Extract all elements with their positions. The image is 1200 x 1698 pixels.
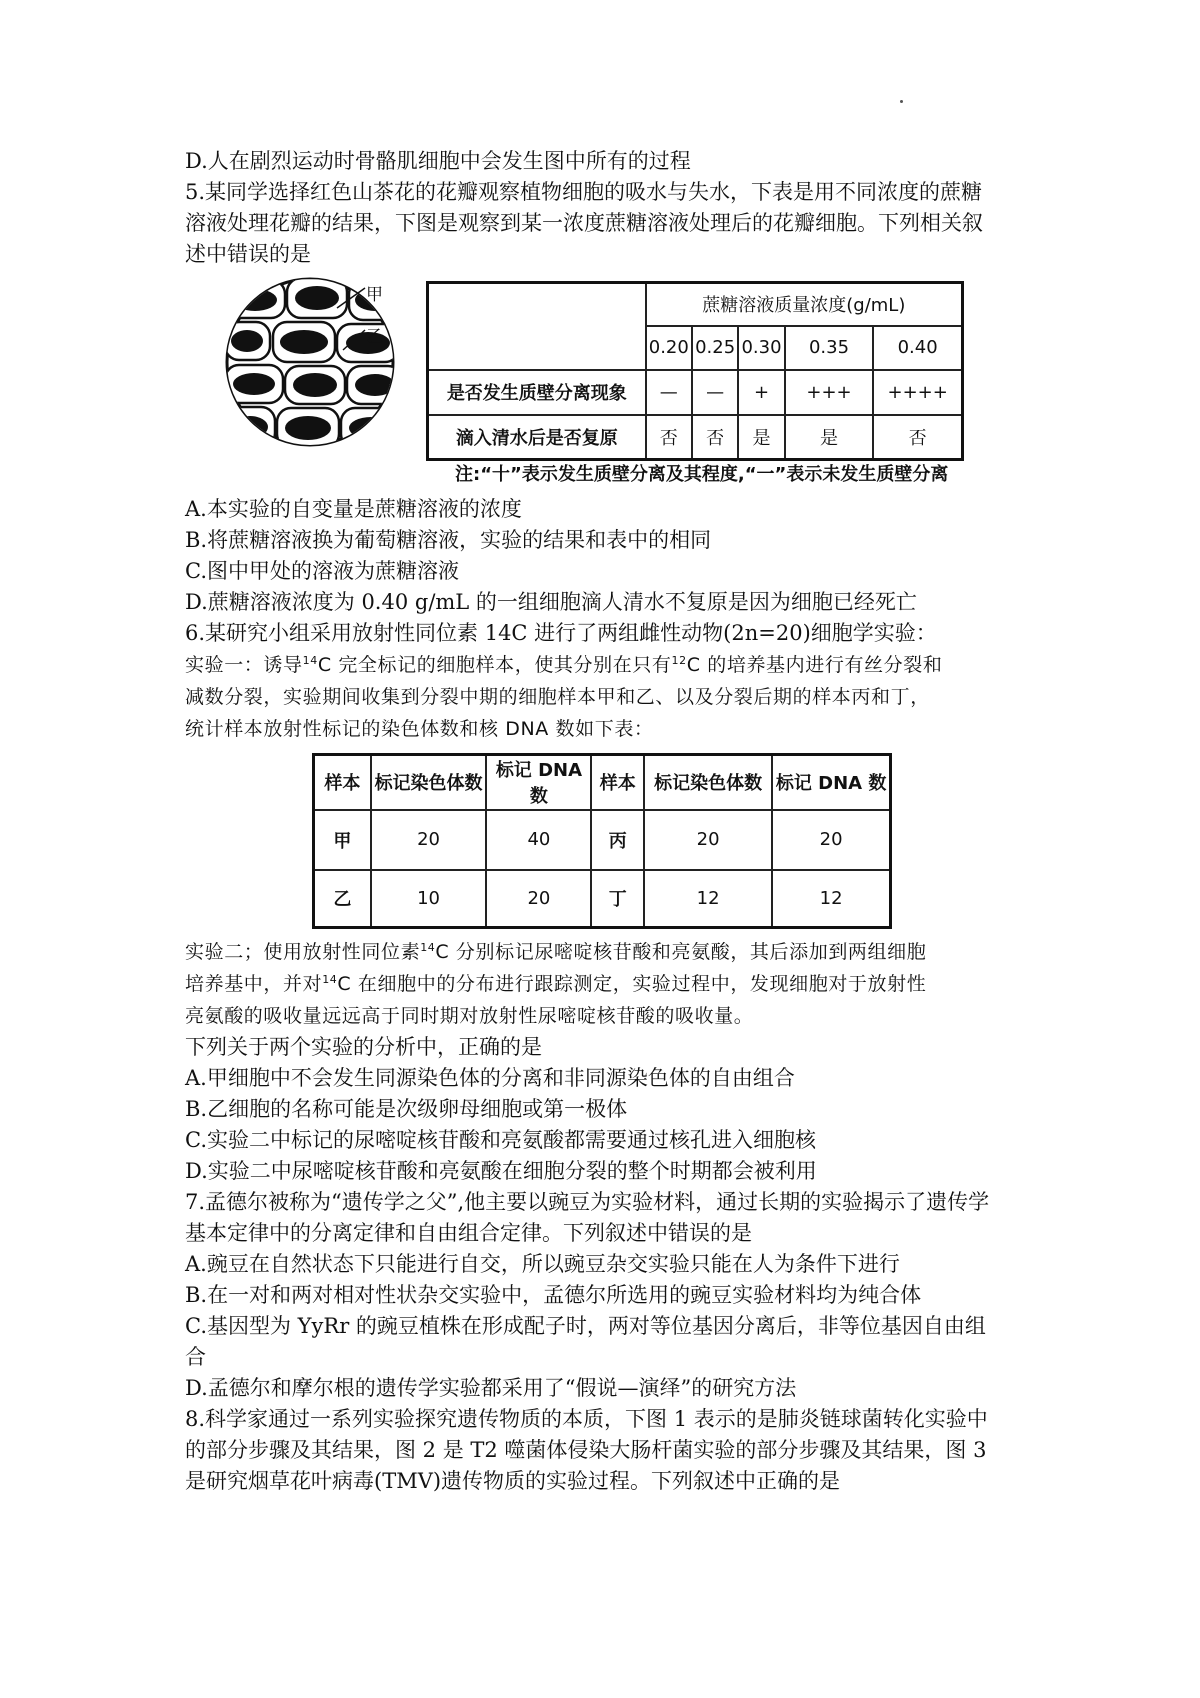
header-cell: 样本: [591, 755, 644, 810]
row-label: 是否发生质壁分离现象: [428, 370, 646, 415]
table-cell: —: [692, 370, 738, 415]
q8-stem-1: 8.科学家通过一系列实验探究遗传物质的本质，下图 1 表示的是肺炎链球菌转化实验中: [185, 1407, 988, 1431]
q7-stem-2: 基本定律中的分离定律和自由组合定律。下列叙述中错误的是: [185, 1221, 752, 1245]
q6-option-d: D.实验二中尿嘧啶核苷酸和亮氨酸在细胞分裂的整个时期都会被利用: [185, 1159, 817, 1183]
q5-stem-1: 5.某同学选择红色山茶花的花瓣观察植物细胞的吸水与失水，下表是用不同浓度的蔗糖: [185, 180, 983, 204]
sample-cell: 丙: [591, 810, 644, 870]
q6-stem: 6.某研究小组采用放射性同位素 14C 进行了两组雌性动物(2n=20)细胞学实验：: [185, 621, 937, 645]
table-cell: 20: [371, 810, 487, 870]
table-cell: 20: [644, 810, 772, 870]
header-cell: 标记 DNA 数: [772, 755, 890, 810]
table-cell: 20: [486, 870, 591, 928]
sample-cell: 丁: [591, 870, 644, 928]
table-cell: 40: [486, 810, 591, 870]
table-cell: 是: [738, 415, 784, 460]
q7-option-c: C.基因型为 YyRr 的豌豆植株在形成配子时，两对等位基因分离后，非等位基因自由组: [185, 1314, 986, 1338]
table-cell: ++++: [873, 370, 962, 415]
table-cell: +++: [785, 370, 874, 415]
q5-option-c: C.图中甲处的溶液为蔗糖溶液: [185, 559, 459, 583]
sample-cell: 乙: [314, 870, 371, 928]
q7-option-b: B.在一对和两对相对性状杂交实验中，孟德尔所选用的豌豆实验材料均为纯合体: [185, 1283, 922, 1307]
concentration-cell: 0.30: [738, 326, 784, 370]
header-cell: 标记染色体数: [644, 755, 772, 810]
sample-cell: 甲: [314, 810, 371, 870]
experiment2-line-3: 亮氨酸的吸收量远远高于同时期对放射性尿嘧啶核苷酸的吸收量。: [185, 1005, 754, 1027]
q8-stem-3: 是研究烟草花叶病毒(TMV)遗传物质的实验过程。下列叙述中正确的是: [185, 1469, 841, 1493]
q7-option-c-cont: 合: [185, 1345, 206, 1369]
experiment1-line-2: 减数分裂，实验期间收集到分裂中期的细胞样本甲和乙、以及分裂后期的样本丙和丁，: [185, 686, 930, 708]
radiolabel-table: [312, 753, 892, 929]
header-cell: 样本: [314, 755, 371, 810]
q4-option-d: D.人在剧烈运动时骨骼肌细胞中会发生图中所有的过程: [185, 149, 691, 173]
table-cell: 12: [644, 870, 772, 928]
concentration-cell: 0.25: [692, 326, 738, 370]
sucrose-table: [426, 281, 964, 461]
q5-stem-2: 溶液处理花瓣的结果，下图是观察到某一浓度蔗糖溶液处理后的花瓣细胞。下列相关叙: [185, 211, 983, 235]
table-cell: 否: [873, 415, 962, 460]
table-cell: 12: [772, 870, 890, 928]
header-cell: 标记染色体数: [371, 755, 487, 810]
q7-stem-1: 7.孟德尔被称为“遗传学之父”,他主要以豌豆为实验材料，通过长期的实验揭示了遗传学: [185, 1190, 990, 1214]
q7-option-d: D.孟德尔和摩尔根的遗传学实验都采用了“假说—演绎”的研究方法: [185, 1376, 797, 1400]
q5-stem-3: 述中错误的是: [185, 242, 311, 266]
table-cell: —: [646, 370, 692, 415]
q6-question: 下列关于两个实验的分析中，正确的是: [185, 1035, 542, 1059]
table-cell: 20: [772, 810, 890, 870]
concentration-header: 蔗糖溶液质量浓度(g/mL): [646, 283, 963, 326]
table-cell: 10: [371, 870, 487, 928]
q5-option-a: A.本实验的自变量是蔗糖溶液的浓度: [185, 497, 522, 521]
q5-option-b: B.将蔗糖溶液换为葡萄糖溶液，实验的结果和表中的相同: [185, 528, 712, 552]
table-cell: 是: [785, 415, 874, 460]
concentration-cell: 0.20: [646, 326, 692, 370]
table-cell: +: [738, 370, 784, 415]
experiment1-line-3: 统计样本放射性标记的染色体数和核 DNA 数如下表：: [185, 718, 654, 740]
q8-stem-2: 的部分步骤及其结果，图 2 是 T2 噬菌体侵染大肠杆菌实验的部分步骤及其结果，图 3: [185, 1438, 987, 1462]
table-corner: [428, 283, 646, 370]
concentration-cell: 0.35: [785, 326, 874, 370]
row-label: 滴入清水后是否复原: [428, 415, 646, 460]
experiment2-line-1: 实验二；使用放射性同位素$^{14}$C 分别标记尿嘧啶核苷酸和亮氨酸，其后添加到两组细胞: [185, 941, 927, 963]
header-cell: 标记 DNA 数: [486, 755, 591, 810]
experiment2-line-2: 培养基中，并对$^{14}$C 在细胞中的分布进行跟踪测定，实验过程中，发现细胞对于放射性: [185, 973, 927, 995]
figure-label-jia: 甲: [366, 285, 383, 305]
table-cell: 否: [692, 415, 738, 460]
concentration-cell: 0.40: [873, 326, 962, 370]
table-note: 注:“十”表示发生质壁分离及其程度,“一”表示未发生质壁分离: [455, 464, 949, 485]
q6-option-b: B.乙细胞的名称可能是次级卵母细胞或第一极体: [185, 1097, 628, 1121]
q6-option-c: C.实验二中标记的尿嘧啶核苷酸和亮氨酸都需要通过核孔进入细胞核: [185, 1128, 816, 1152]
table-cell: 否: [646, 415, 692, 460]
q6-option-a: A.甲细胞中不会发生同源染色体的分离和非同源染色体的自由组合: [185, 1066, 795, 1090]
experiment1-line-1: 实验一：诱导$^{14}$C 完全标记的细胞样本，使其分别在只有$^{12}$C 的培养基内进行有丝分裂和: [185, 654, 943, 676]
figure-label-yi: 乙: [366, 327, 383, 347]
speck: [900, 100, 903, 103]
q5-option-d: D.蔗糖溶液浓度为 0.40 g/mL 的一组细胞滴人清水不复原是因为细胞已经死亡: [185, 590, 917, 614]
q7-option-a: A.豌豆在自然状态下只能进行自交，所以豌豆杂交实验只能在人为条件下进行: [185, 1252, 900, 1276]
